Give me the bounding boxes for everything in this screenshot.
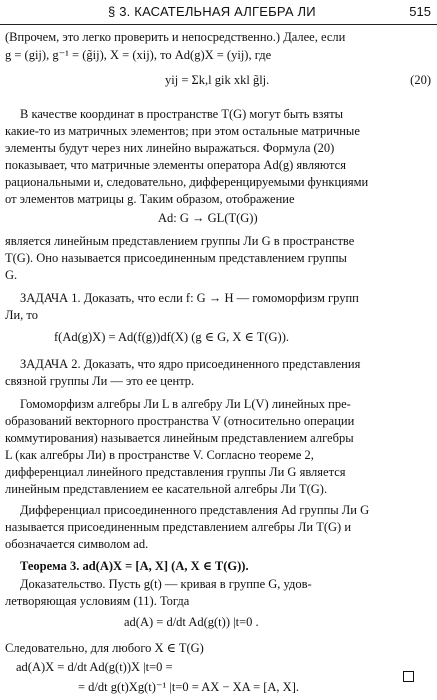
text-line: Доказательство. Пусть g(t) — кривая в группе G, удов-: [20, 577, 312, 591]
text-line: (Впрочем, это легко проверить и непосредственно.) Далее, если: [5, 30, 346, 44]
text-line: элементы будут через них линейно выражаться. Формула (20): [5, 141, 335, 155]
equation-number: (20): [410, 73, 431, 87]
text-line: дифференциал линейного представления группы Ли G является: [5, 465, 346, 479]
text-line: рациональными и, следовательно, дифференцируемыми функциями: [5, 175, 369, 189]
text-line: Гомоморфизм алгебры Ли L в алгебру Ли L(V) линейных пре-: [20, 397, 351, 411]
text-line: называется присоединенным представлением алгебры Ли T(G) и: [5, 520, 352, 534]
text-line: ЗАДАЧА 1. Доказать, что если f: G → H — гомоморфизм групп: [20, 291, 359, 305]
formula-proof-2: = d/dt g(t)Xg(t)⁻¹ |t=0 = AX − XA = [A, X].: [78, 680, 299, 694]
text-line: коммутирования) называется линейным представлением алгебры: [5, 431, 354, 445]
page-number: 515: [409, 4, 431, 19]
text-line: Следовательно, для любого X ∈ T(G): [5, 641, 204, 655]
text-line: Дифференциал присоединенного представления Ad группы Ли G: [20, 503, 370, 517]
text-line: обозначается символом ad.: [5, 537, 149, 551]
text-line: ЗАДАЧА 2. Доказать, что ядро присоединенного представления: [20, 357, 361, 371]
text-line: g = (gij), g⁻¹ = (g̃ij), X = (xij), то Ad(g)X = (yij), где: [5, 48, 272, 62]
text-line: Ли, то: [5, 308, 38, 322]
formula-proof-1: ad(A)X = d/dt Ad(g(t))X |t=0 =: [16, 660, 173, 674]
text-line: линейным представлением ее касательной алгебры Ли T(G).: [5, 482, 328, 496]
qed-square: [403, 671, 414, 682]
text-line: показывает, что матричные элементы оператора Ad(g) являются: [5, 158, 346, 172]
text-line: В качестве координат в пространстве T(G) могут быть взяты: [20, 107, 344, 121]
running-header: [0, 0, 437, 25]
text-line: какие-то из матричных элементов; при этом остальные матричные: [5, 124, 360, 138]
formula-ad-map: Ad: G → GL(T(G)): [158, 211, 258, 225]
text-line: L (как алгебры Ли) в пространстве V. Согласно теореме 2,: [5, 448, 314, 462]
formula-20: yij = Σk,l gik xkl g̃lj.: [165, 73, 270, 87]
text-line: T(G). Оно называется присоединенным представлением группы: [5, 251, 347, 265]
formula-ad-def: ad(A) = d/dt Ad(g(t)) |t=0 .: [124, 615, 259, 629]
section-title: § 3. КАСАТЕЛЬНАЯ АЛГЕБРА ЛИ: [108, 4, 316, 19]
formula-task1: f(Ad(g)X) = Ad(f(g))df(X) (g ∈ G, X ∈ T(G)).: [54, 330, 289, 344]
text-line: летворяющая условиям (11). Тогда: [5, 594, 190, 608]
text-line: от элементов матрицы g. Таким образом, отображение: [5, 192, 295, 206]
theorem-3: Теорема 3. ad(A)X = [A, X] (A, X ∈ T(G)).: [20, 559, 249, 573]
text-line: образований векторного пространства V (относительно операции: [5, 414, 355, 428]
text-line: является линейным представлением группы Ли G в пространстве: [5, 234, 355, 248]
text-line: G.: [5, 268, 18, 282]
text-line: связной группы Ли — это ее центр.: [5, 374, 195, 388]
